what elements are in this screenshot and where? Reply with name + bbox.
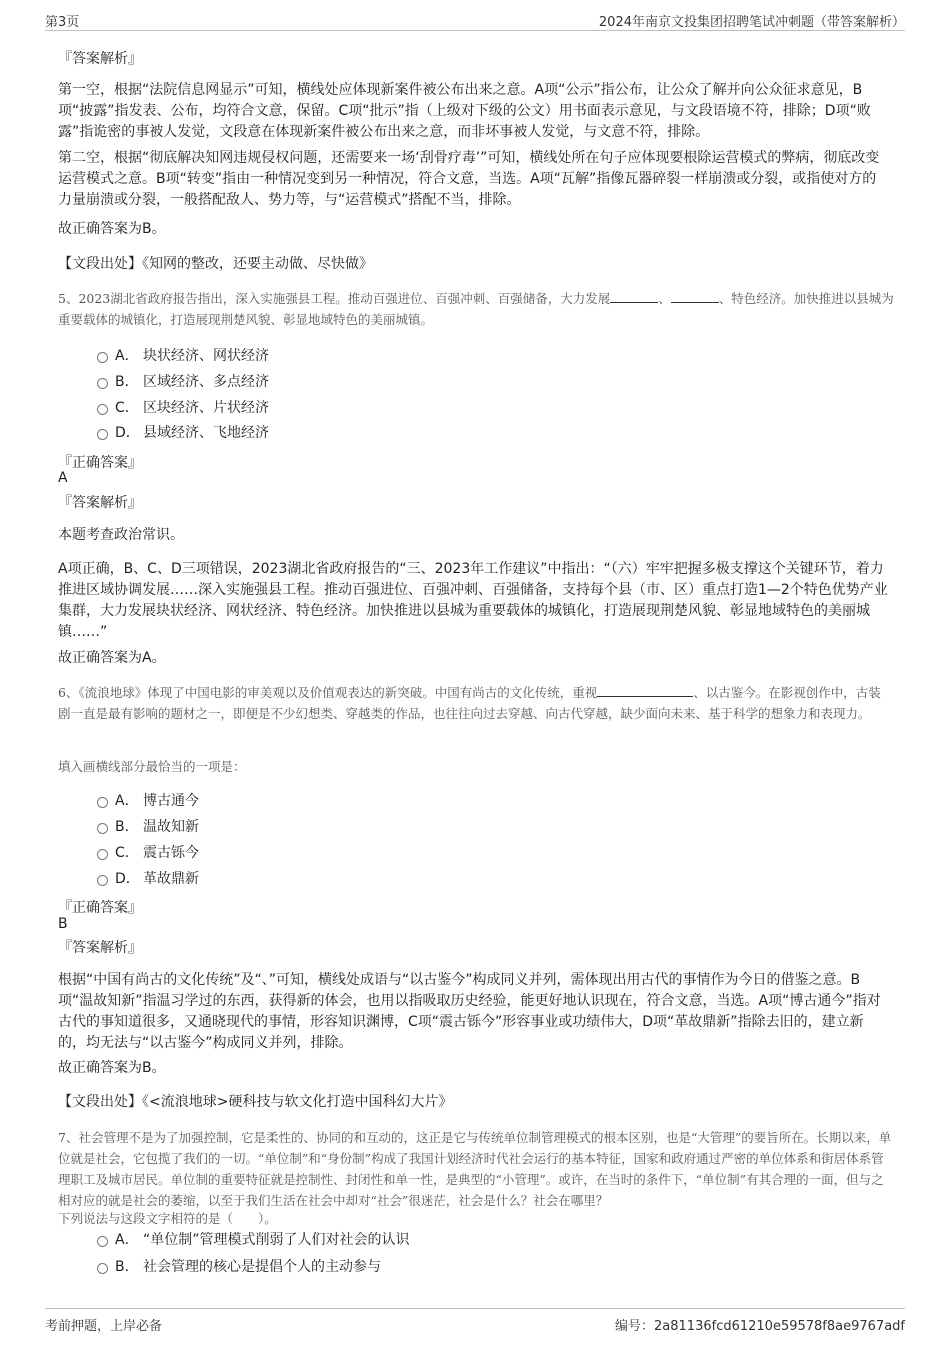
q4-analysis-para2: 第二空，根据“彻底解决知网违规侵权问题，还需要来一场‘刮骨疗毒’”可知，横线处所在句子应体现要根除运营模式的弊病，彻底改变运营模式之意。B项“转变”指由一种情况变到另一种情况，符合文意，当选。A项“瓦解”指像瓦器碎裂一样崩溃或分裂，或指使对方的力量崩溃或分裂，一般搭配敌人、势力等，与“运营模式”搭配不当，排除。 xyxy=(58,150,880,208)
q5-blank-1 xyxy=(610,290,658,303)
q5-analysis-para2: A项正确，B、C、D三项错误，2023湖北省政府报告的“三、2023年工作建议”中指出：“（六）牢牢把握多极支撑这个关键环节，着力推进区域协调发展……深入实施强县工程。推动百强进位、百强冲刺、百强储备，支持每个县（市、区）重点打造1—2个特色优势产业集群，大力发展块状经济、网状经济、特色经济。加快推进以县城为重要载体的城镇化，打造展现荆楚风貌、彰显地域特色的美丽城镇……” xyxy=(58,561,888,640)
q5-separator: 、 xyxy=(658,291,671,306)
radio-icon[interactable] xyxy=(97,352,108,363)
page-header xyxy=(45,8,905,31)
q6-answer: B xyxy=(58,916,68,932)
q5-stem-start: 5、2023湖北省政府报告指出，深入实施强县工程。推动百强进位、百强冲刺、百强储备，大力发展 xyxy=(58,291,611,306)
q5-blank-2 xyxy=(671,290,719,303)
q6-correct-label: 『正确答案』 xyxy=(58,900,142,916)
radio-icon[interactable] xyxy=(97,1263,108,1274)
q6-stem-start: 6、《流浪地球》体现了中国电影的审美观以及价值观表达的新突破。中国有尚古的文化传统，重视 xyxy=(58,685,598,700)
radio-icon[interactable] xyxy=(97,429,108,440)
q7-instruction: 下列说法与这段文字相符的是（ ）。 xyxy=(58,1211,277,1226)
q6-source: 【文段出处】《<流浪地球>硬科技与软文化打造中国科幻大片》 xyxy=(58,1094,453,1110)
q4-analysis-label: 『答案解析』 xyxy=(58,51,142,67)
document-id: 编号：2a81136fcd61210e59578f8ae9767adf xyxy=(615,1319,905,1334)
q5-stem xyxy=(58,288,898,330)
radio-icon[interactable] xyxy=(97,1236,108,1247)
page-footer xyxy=(45,1308,905,1337)
q4-conclusion: 故正确答案为B。 xyxy=(58,221,166,237)
q7-stem: 7、社会管理不是为了加强控制，它是柔性的、协同的和互动的，这正是它与传统单位制管理模式的根本区别，也是“大管理”的要旨所在。长期以来，单位就是社会，它包揽了我们的一切。“单位制”和“身份制”构成了我国计划经济时代社会运行的基本特征，国家和政府通过严密的单位体系和街居体系管理职工及城市居民。单位制的重要特征就是控制性、封闭性和单一性，是典型的“小管理”。或许，在当时的条件下，“单位制”有其合理的一面，但与之相对应的就是社会的萎缩，以至于我们生活在社会中却对“社会”很迷茫，社会是什么？社会在哪里？ xyxy=(58,1130,892,1208)
q6-stem xyxy=(58,682,892,724)
radio-icon[interactable] xyxy=(97,404,108,415)
q5-conclusion: 故正确答案为A。 xyxy=(58,650,166,666)
q6-conclusion: 故正确答案为B。 xyxy=(58,1060,166,1076)
q6-blank xyxy=(597,684,693,697)
radio-icon[interactable] xyxy=(97,797,108,808)
q6-analysis-para: 根据“中国有尚古的文化传统”及“、”可知，横线处成语与“以古鉴今”构成同义并列，需体现出用古代的事情作为今日的借鉴之意。B项“温故知新”指温习学过的东西，获得新的体会，也用以指吸取历史经验，能更好地认识现在，符合文意，当选。A项“博古通今”指对古代的事知道很多，又通晓现代的事情，形容知识渊博，C项“震古铄今”形容事业或功绩伟大，D项“革故鼎新”指除去旧的，建立新的，均无法与“以古鉴今”构成同义并列，排除。 xyxy=(58,972,881,1051)
q4-source: 【文段出处】《知网的整改，还要主动做、尽快做》 xyxy=(58,256,373,272)
q4-analysis-para1: 第一空，根据“法院信息网显示”可知，横线处应体现新案件被公布出来之意。A项“公示”指公布，让公众了解并向公众征求意见，B项“披露”指发表、公布，均符合文意，保留。C项“批示”指（上级对下级的公文）用书面表示意见，与文段语境不符，排除；D项“败露”指诡密的事被人发觉，文段意在体现新案件被公布出来之意，而非坏事被人发觉，与文意不符，排除。 xyxy=(58,82,871,140)
radio-icon[interactable] xyxy=(97,823,108,834)
q5-correct-label: 『正确答案』 xyxy=(58,455,142,471)
q5-answer: A xyxy=(58,470,68,486)
q6-analysis-label: 『答案解析』 xyxy=(58,940,142,956)
q5-stem-end: 、特色经济。加快推进以县城为重要载体的城镇化，打造展现荆楚风貌、彰显地域特色的美丽城镇。 xyxy=(58,291,894,327)
q5-analysis-label: 『答案解析』 xyxy=(58,495,142,511)
document-title: 2024年南京文投集团招聘笔试冲刺题（带答案解析） xyxy=(598,15,905,30)
radio-icon[interactable] xyxy=(97,849,108,860)
q6-instruction: 填入画横线部分最恰当的一项是： xyxy=(58,759,246,774)
radio-icon[interactable] xyxy=(97,875,108,886)
footer-slogan: 考前押题，上岸必备 xyxy=(45,1319,163,1334)
q5-analysis-para1: 本题考查政治常识。 xyxy=(58,527,184,543)
page-number: 第3页 xyxy=(45,15,80,30)
radio-icon[interactable] xyxy=(97,378,108,389)
q6-stem-end: 、以古鉴今。在影视创作中，古装剧一直是最有影响的题材之一，即便是不少幻想类、穿越类的作品，也往往向过去穿越、向古代穿越，缺少面向未来、基于科学的想象力和表现力。 xyxy=(58,685,881,721)
